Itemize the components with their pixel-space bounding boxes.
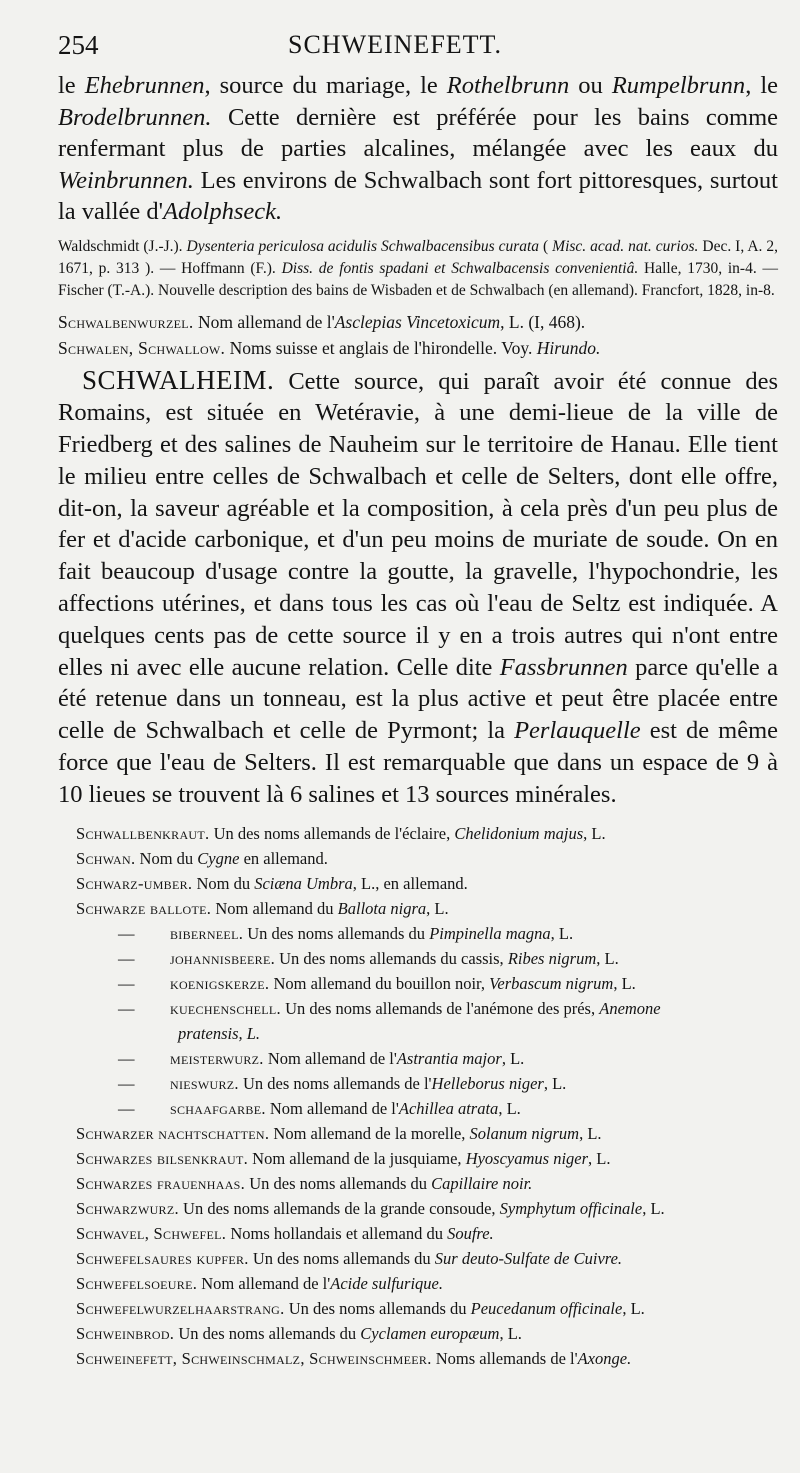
continued-paragraph: le Ehebrunnen, source du mariage, le Rothelbrunn ou Rumpelbrunn, le Brodelbrunnen. Cette dernière est préférée pour les bains comme renfermant plus de parties alcalines, mélangée avec les eaux du Weinbrunnen. Les environs de Schwalbach sont fort pittoresques, surtout la vallée d'Adolphseck. xyxy=(58,72,779,225)
entry-headword: SCHWALHEIM. xyxy=(82,364,275,395)
entry-schwalbenwurzel: Schwalbenwurzel. Nom allemand de l'Asclepias Vincetoxicum, L. (I, 468). xyxy=(58,311,586,332)
entry-headword: Schwalen, Schwallow. xyxy=(58,337,226,358)
list-item: Schwavel, Schwefel. Noms hollandais et allemand du Soufre. xyxy=(76,1223,494,1243)
list-item: Schwarzes frauenhaas. Un des noms allemands du Capillaire noir. xyxy=(76,1173,533,1193)
bibliography-note: Waldschmidt (J.-J.). Dysenteria periculosa acidulis Schwalbacensibus curata ( Misc. acad. nat. curios. Dec. I, A. 2, 1671, p. 313 ). — Hoffmann (F.). Diss. de fontis spadani et Schwalbacensis convenientiâ. Halle, 1730, in-4. — Fischer (T.-A.). Nouvelle description des bains de Wisbaden et de Schwalbach (en allemand). Francfort, 1828, in-8. xyxy=(58,237,778,299)
sub-entry-list xyxy=(58,921,778,1121)
list-item: — kuechenschell. Un des noms allemands de l'anémone des prés, Anemone pratensis, L. xyxy=(118,998,661,1043)
list-item: — koenigskerze. Nom allemand du bouillon noir, Verbascum nigrum, L. xyxy=(118,973,636,993)
entry-schwalen: Schwalen, Schwallow. Noms suisse et anglais de l'hirondelle. Voy. Hirundo. xyxy=(58,337,601,358)
list-item: Schwefelsoeure. Nom allemand de l'Acide sulfurique. xyxy=(76,1273,443,1293)
running-head: SCHWEINEFETT. xyxy=(288,30,502,59)
entry-list xyxy=(58,821,778,921)
list-item: Schwefelwurzelhaarstrang. Un des noms allemands du Peucedanum officinale, L. xyxy=(76,1298,645,1318)
list-item: Schwefelsaures kupfer. Un des noms allemands du Sur deuto-Sulfate de Cuivre. xyxy=(76,1248,623,1268)
page-header xyxy=(58,26,778,70)
list-item: — johannisbeere. Un des noms allemands du cassis, Ribes nigrum, L. xyxy=(118,948,619,968)
page-number: 254 xyxy=(58,30,99,60)
list-item: Schwarzer nachtschatten. Nom allemand de la morelle, Solanum nigrum, L. xyxy=(76,1123,602,1143)
list-item: Schwarzes bilsenkraut. Nom allemand de la jusquiame, Hyoscyamus niger, L. xyxy=(76,1148,611,1168)
entry-headword: Schwalbenwurzel. xyxy=(58,311,194,332)
list-item: Schwarz-umber. Nom du Sciæna Umbra, L., en allemand. xyxy=(76,873,468,893)
list-item: — schaafgarbe. Nom allemand de l'Achillea atrata, L. xyxy=(118,1098,521,1118)
list-item: — biberneel. Un des noms allemands du Pimpinella magna, L. xyxy=(118,923,574,943)
list-item: Schwarze ballote. Nom allemand du Ballota nigra, L. xyxy=(76,898,449,918)
list-item: — nieswurz. Un des noms allemands de l'Helleborus niger, L. xyxy=(118,1073,567,1093)
entry-schwalheim: SCHWALHEIM. Cette source, qui paraît avoir été connue des Romains, est située en Wetéravie, à une demi-lieue de la ville de Friedberg et des salines de Nauheim sur le territoire de Hanau. Elle tient le milieu entre celles de Schwalbach et celle de Selters, dont elle offre, dit-on, la saveur agréable et la composition, à cela près d'un peu plus de fer et d'acide carbonique, et d'un peu moins de muriate de soude. On en fait beaucoup d'usage contre la goutte, la gravelle, l'hypochondrie, les affections utérines, et dans tous les cas où l'eau de Seltz est indiquée. A quelques cents pas de cette source il y en a trois autres qui n'ont entre elles ni avec elle aucune relation. Celle dite Fassbrunnen parce qu'elle a été retenue dans un tonneau, est la plus active et peut être placée entre celle de Schwalbach et celle de Pyrmont; la Perlauquelle est de même force que l'eau de Selters. Il est remarquable que dans un espace de 9 à 10 lieues se trouvent là 6 salines et 13 sources minérales. xyxy=(58,364,779,808)
list-item: Schwarzwurz. Un des noms allemands de la grande consoude, Symphytum officinale, L. xyxy=(76,1198,665,1218)
list-item: Schwallbenkraut. Un des noms allemands de l'éclaire, Chelidonium majus, L. xyxy=(76,823,606,843)
list-item: — meisterwurz. Nom allemand de l'Astrantia major, L. xyxy=(118,1048,525,1068)
list-item: Schweinefett, Schweinschmalz, Schweinschmeer. Noms allemands de l'Axonge. xyxy=(76,1348,632,1368)
list-item: Schweinbrod. Un des noms allemands du Cyclamen europæum, L. xyxy=(76,1323,522,1343)
entry-list-2 xyxy=(58,1121,778,1371)
list-item: Schwan. Nom du Cygne en allemand. xyxy=(76,848,328,868)
